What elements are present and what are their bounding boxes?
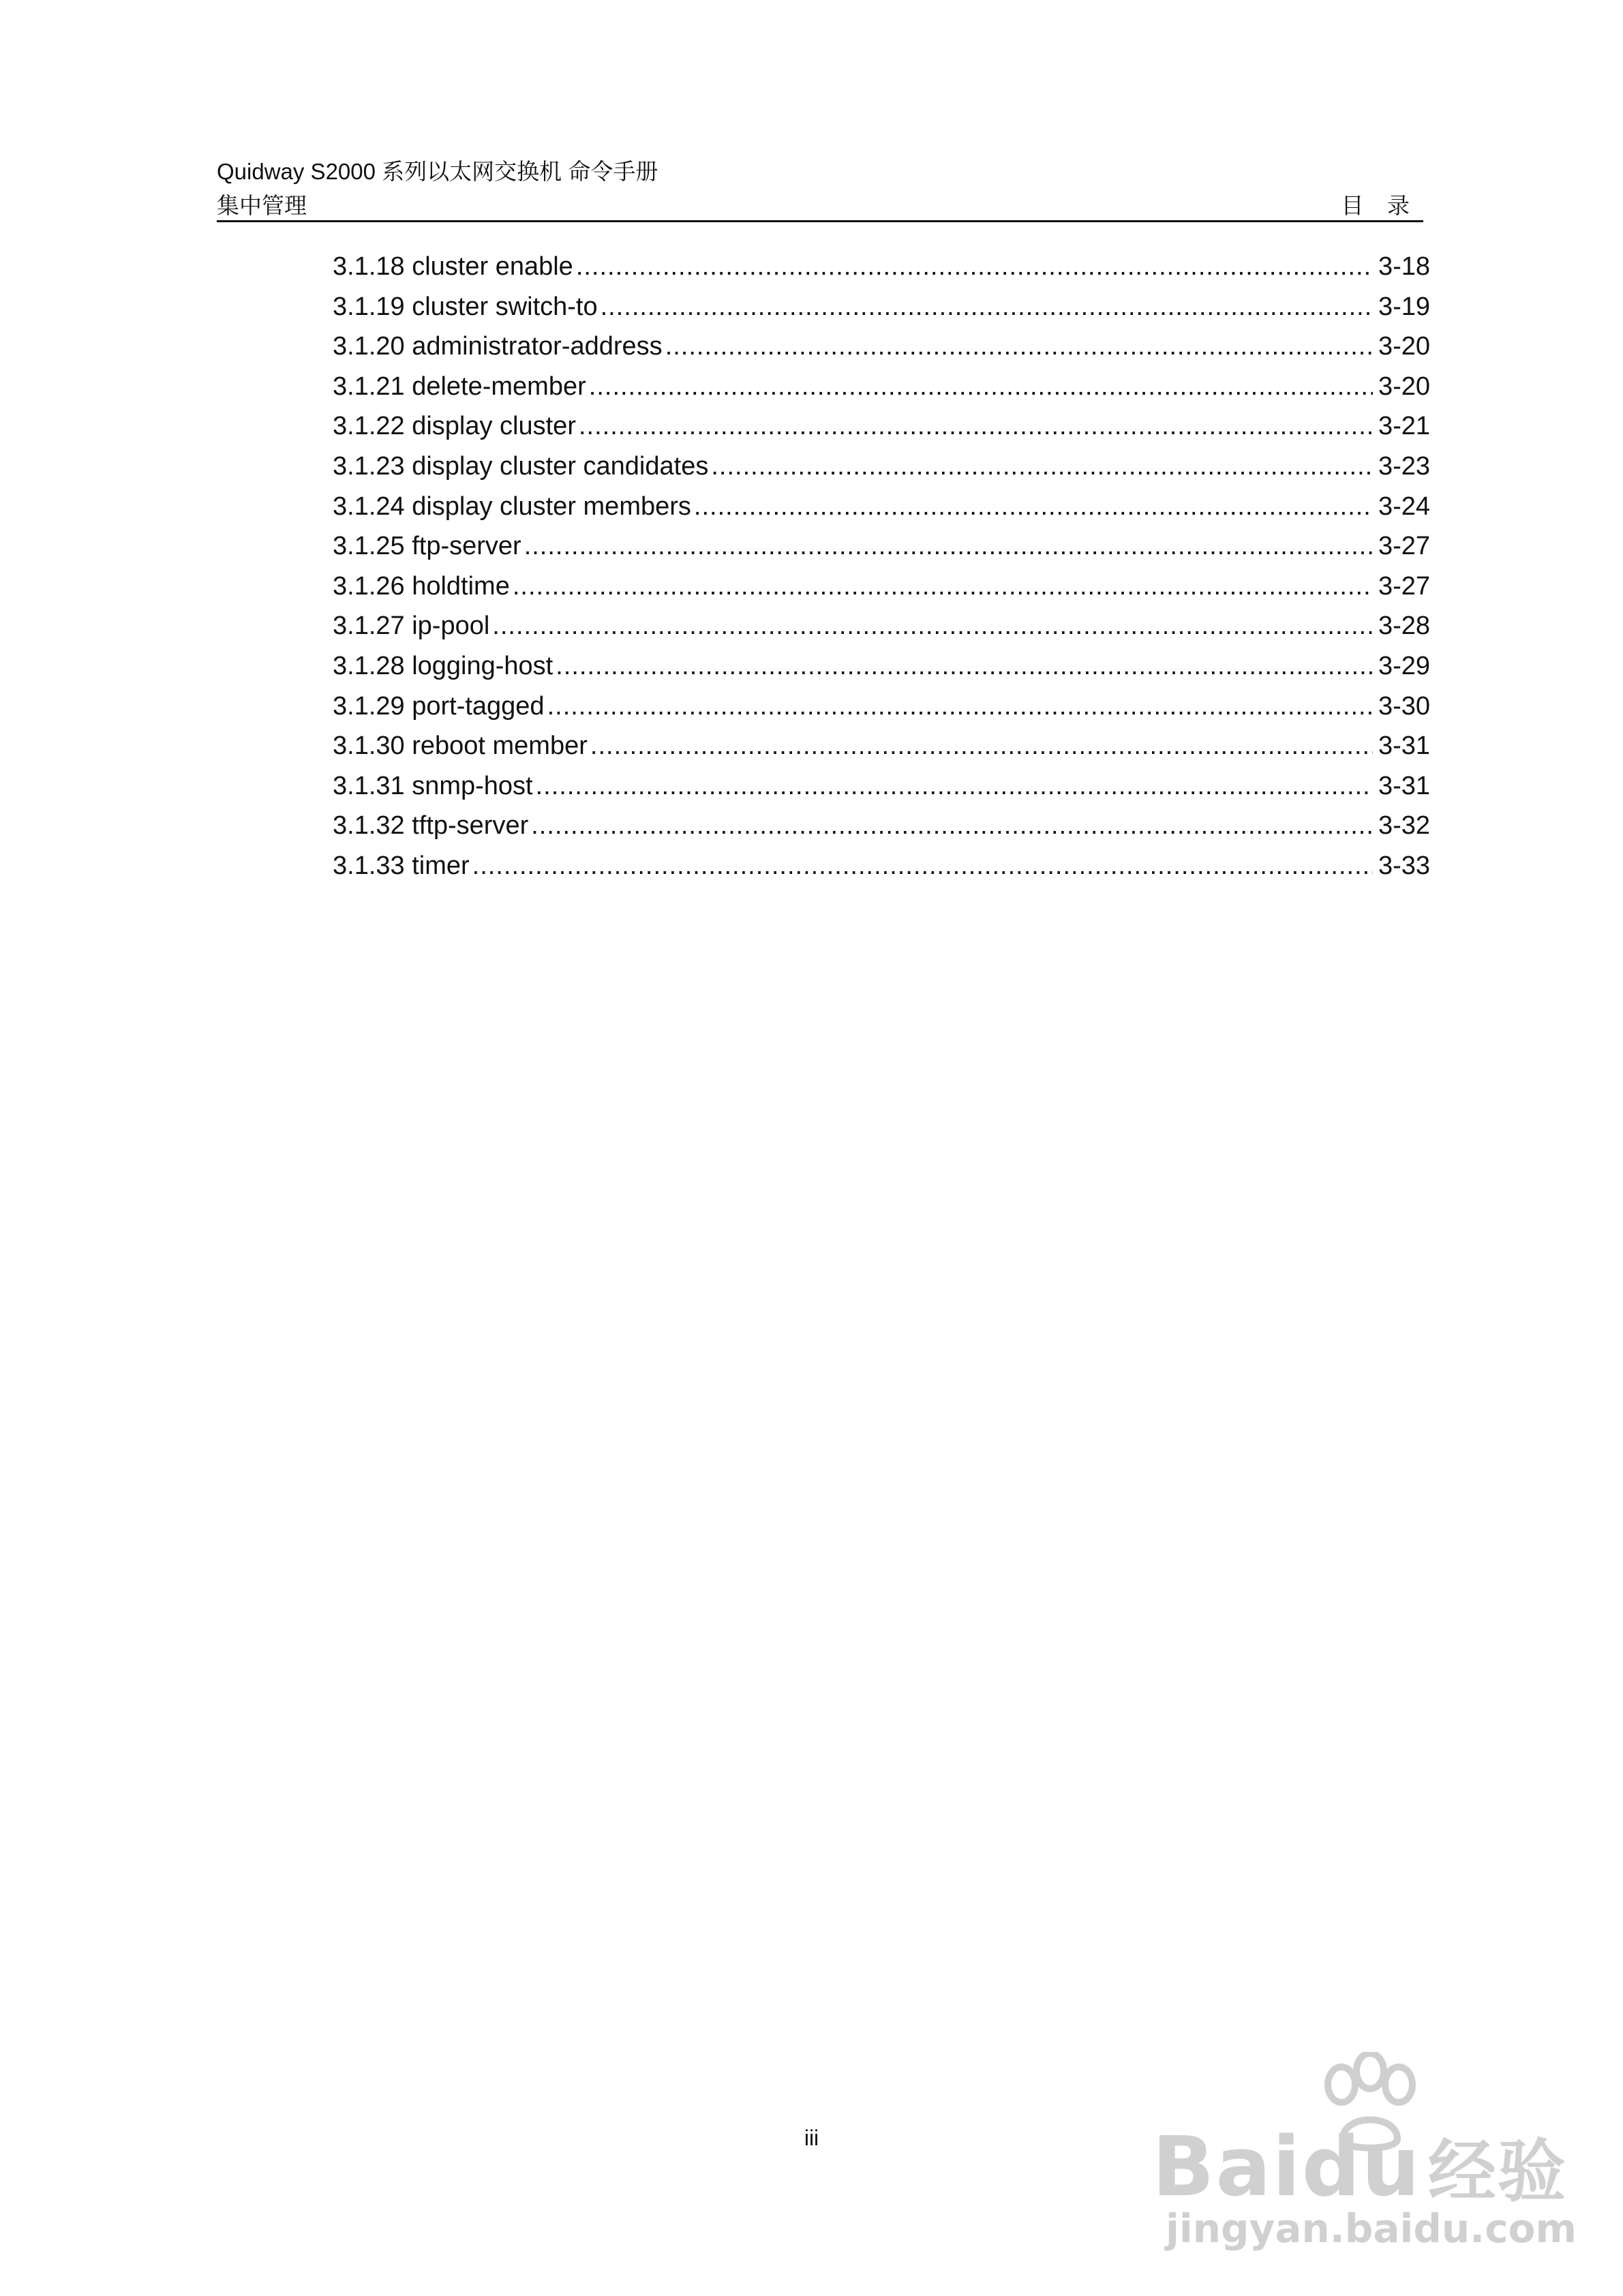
toc-leader-dots — [711, 447, 1373, 487]
toc-entry[interactable] — [333, 726, 1430, 766]
toc-entry-title[interactable]: 3.1.31 snmp-host — [333, 771, 533, 800]
document-title: Quidway S2000 系列以太网交换机 命令手册 — [217, 159, 658, 184]
toc-entry-page[interactable]: 3-18 — [1378, 252, 1430, 281]
watermark-brand-cn: 经验 — [1427, 2132, 1567, 2211]
toc-entry[interactable] — [333, 247, 1430, 287]
toc-leader-dots — [472, 846, 1373, 886]
toc-entry-page[interactable]: 3-23 — [1378, 451, 1430, 481]
page-number: iii — [804, 2126, 819, 2150]
toc-entry-title[interactable]: 3.1.21 delete-member — [333, 372, 586, 401]
toc-entry-page[interactable]: 3-31 — [1378, 771, 1430, 800]
toc-entry-page[interactable]: 3-20 — [1378, 332, 1430, 361]
toc-entry[interactable] — [333, 526, 1430, 567]
toc-entry-title[interactable]: 3.1.32 tftp-server — [333, 811, 529, 841]
contents-label: 目 录 — [1341, 192, 1418, 219]
toc-entry-title[interactable]: 3.1.18 cluster enable — [333, 252, 573, 281]
toc-leader-dots — [665, 327, 1373, 367]
toc-entry-title[interactable]: 3.1.25 ftp-server — [333, 532, 521, 561]
toc-leader-dots — [536, 766, 1373, 806]
header-divider — [217, 220, 1423, 222]
watermark-brand-bai: Bai — [1152, 2120, 1302, 2215]
toc-leader-dots — [556, 646, 1373, 686]
toc-entry-title[interactable]: 3.1.29 port-tagged — [333, 691, 545, 721]
toc-entry-page[interactable]: 3-24 — [1378, 492, 1430, 521]
toc-leader-dots — [590, 726, 1373, 766]
watermark-brand-du: du — [1301, 2120, 1421, 2215]
toc-leader-dots — [579, 406, 1373, 447]
toc-entry[interactable] — [333, 606, 1430, 646]
table-of-contents — [333, 247, 1430, 886]
toc-entry[interactable] — [333, 766, 1430, 806]
toc-leader-dots — [531, 806, 1373, 846]
toc-entry[interactable] — [333, 846, 1430, 886]
toc-entry[interactable] — [333, 327, 1430, 367]
toc-entry-page[interactable]: 3-32 — [1378, 811, 1430, 841]
toc-leader-dots — [524, 526, 1373, 567]
toc-entry-title[interactable]: 3.1.20 administrator-address — [333, 332, 663, 361]
toc-entry-page[interactable]: 3-27 — [1378, 532, 1430, 561]
toc-entry[interactable] — [333, 806, 1430, 846]
toc-entry-page[interactable]: 3-30 — [1378, 691, 1430, 721]
toc-entry-page[interactable]: 3-33 — [1378, 851, 1430, 880]
toc-entry-title[interactable]: 3.1.24 display cluster members — [333, 492, 691, 521]
watermark-brand — [1152, 2117, 1567, 2215]
toc-entry-title[interactable]: 3.1.33 timer — [333, 851, 470, 880]
toc-entry[interactable] — [333, 487, 1430, 527]
toc-entry-page[interactable]: 3-20 — [1378, 372, 1430, 401]
toc-entry-title[interactable]: 3.1.23 display cluster candidates — [333, 451, 709, 481]
toc-leader-dots — [589, 367, 1373, 407]
toc-entry-page[interactable]: 3-28 — [1378, 611, 1430, 641]
toc-leader-dots — [576, 247, 1373, 287]
toc-leader-dots — [547, 686, 1373, 727]
toc-entry[interactable] — [333, 287, 1430, 327]
toc-entry-title[interactable]: 3.1.27 ip-pool — [333, 611, 490, 641]
toc-leader-dots — [601, 287, 1373, 327]
toc-entry[interactable] — [333, 686, 1430, 727]
section-name: 集中管理 — [217, 192, 307, 219]
toc-leader-dots — [492, 606, 1373, 646]
watermark-site: jingyan.baidu.com — [1166, 2205, 1577, 2252]
baidu-watermark — [1152, 2052, 1577, 2256]
toc-entry[interactable] — [333, 646, 1430, 686]
toc-entry-title[interactable]: 3.1.19 cluster switch-to — [333, 292, 598, 321]
toc-entry[interactable] — [333, 567, 1430, 607]
toc-leader-dots — [694, 487, 1373, 527]
toc-entry-page[interactable]: 3-31 — [1378, 731, 1430, 761]
toc-entry[interactable] — [333, 447, 1430, 487]
page-header — [217, 154, 1423, 222]
toc-entry-title[interactable]: 3.1.26 holdtime — [333, 571, 510, 601]
toc-entry[interactable] — [333, 367, 1430, 407]
toc-entry-page[interactable]: 3-19 — [1378, 292, 1430, 321]
toc-entry-title[interactable]: 3.1.28 logging-host — [333, 651, 553, 680]
toc-entry-page[interactable]: 3-27 — [1378, 571, 1430, 601]
toc-entry[interactable] — [333, 406, 1430, 447]
toc-entry-page[interactable]: 3-21 — [1378, 412, 1430, 441]
toc-leader-dots — [513, 567, 1373, 607]
toc-entry-page[interactable]: 3-29 — [1378, 651, 1430, 680]
toc-entry-title[interactable]: 3.1.30 reboot member — [333, 731, 588, 761]
toc-entry-title[interactable]: 3.1.22 display cluster — [333, 412, 576, 441]
